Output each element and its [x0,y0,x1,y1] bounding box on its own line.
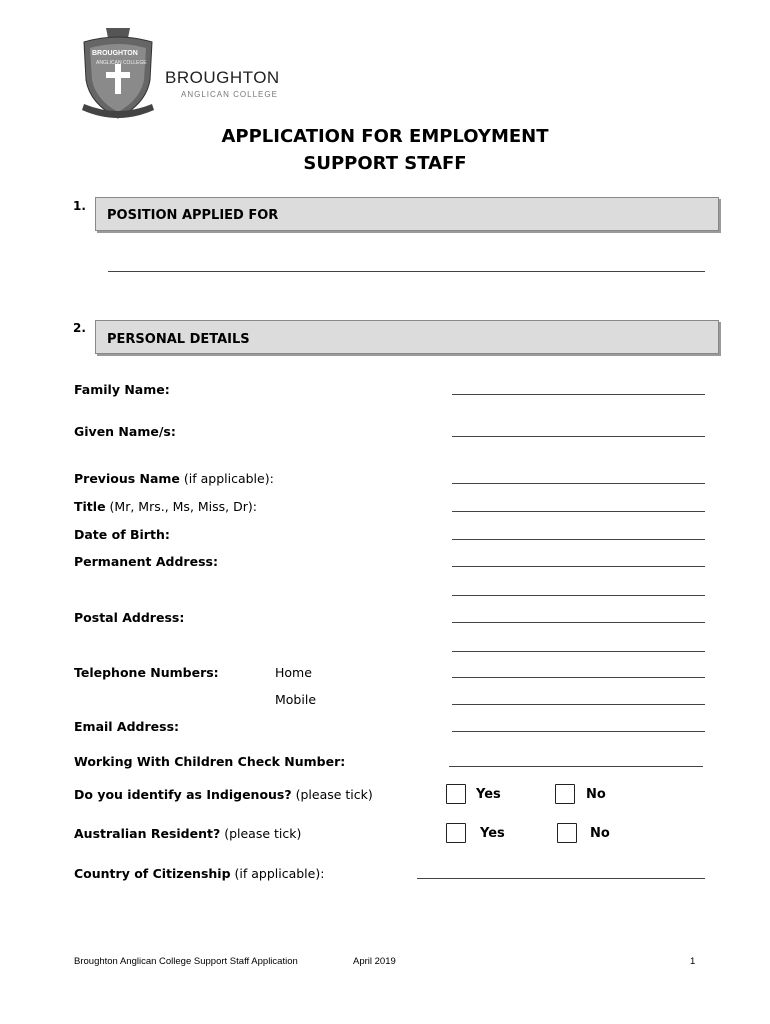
citizenship-input[interactable] [417,878,705,879]
college-crest-logo [78,22,158,122]
dob-input[interactable] [452,539,705,540]
section-2-heading: PERSONAL DETAILS [107,332,250,347]
resident-no-label: No [590,826,610,841]
section-1-number: 1. [73,199,86,213]
indigenous-no-label: No [586,787,606,802]
given-names-label: Given Name/s: [74,424,176,439]
section-2-number: 2. [73,321,86,335]
email-label: Email Address: [74,719,180,734]
section-1-header [95,197,719,231]
previous-name-input[interactable] [452,483,705,484]
family-name-label: Family Name: [74,382,170,397]
wwcc-label: Working With Children Check Number: [74,754,346,769]
postal-address-label: Postal Address: [74,610,185,625]
wwcc-input[interactable] [449,766,703,767]
postal-address-input-1[interactable] [452,622,705,623]
college-subtitle: ANGLICAN COLLEGE [181,90,278,99]
crest-banner-text: BROUGHTON [92,50,138,57]
resident-label: Australian Resident? (please tick) [74,826,302,841]
document-subtitle: SUPPORT STAFF [303,153,467,174]
mobile-phone-label: Mobile [275,692,317,707]
indigenous-yes-checkbox[interactable] [446,784,466,804]
title-label: Title (Mr, Mrs., Ms, Miss, Dr): [74,499,257,514]
college-name: BROUGHTON [165,68,280,87]
position-input-line[interactable] [108,271,705,272]
indigenous-no-checkbox[interactable] [555,784,575,804]
footer-page-number: 1 [690,956,696,967]
mobile-phone-input[interactable] [452,704,705,705]
resident-yes-checkbox[interactable] [446,823,466,843]
section-2-header [95,320,719,354]
email-input[interactable] [452,731,705,732]
home-phone-input[interactable] [452,677,705,678]
permanent-address-input-1[interactable] [452,566,705,567]
citizenship-label: Country of Citizenship (if applicable): [74,866,325,881]
resident-yes-label: Yes [480,826,505,841]
postal-address-input-2[interactable] [452,651,705,652]
permanent-address-input-2[interactable] [452,595,705,596]
home-phone-label: Home [275,665,312,680]
document-title: APPLICATION FOR EMPLOYMENT [221,126,549,147]
title-input[interactable] [452,511,705,512]
telephone-label: Telephone Numbers: [74,665,219,680]
previous-name-label: Previous Name (if applicable): [74,471,274,486]
resident-no-checkbox[interactable] [557,823,577,843]
crest-shield-icon [78,22,158,122]
indigenous-label: Do you identify as Indigenous? (please tick) [74,787,373,802]
footer-date: April 2019 [353,956,396,967]
footer-document-name: Broughton Anglican College Support Staff Application [74,956,298,967]
family-name-input[interactable] [452,394,705,395]
dob-label: Date of Birth: [74,527,170,542]
indigenous-yes-label: Yes [476,787,501,802]
given-names-input[interactable] [452,436,705,437]
crest-arc-text: ANGLICAN COLLEGE [96,60,147,66]
section-1-heading: POSITION APPLIED FOR [107,208,279,223]
permanent-address-label: Permanent Address: [74,554,218,569]
